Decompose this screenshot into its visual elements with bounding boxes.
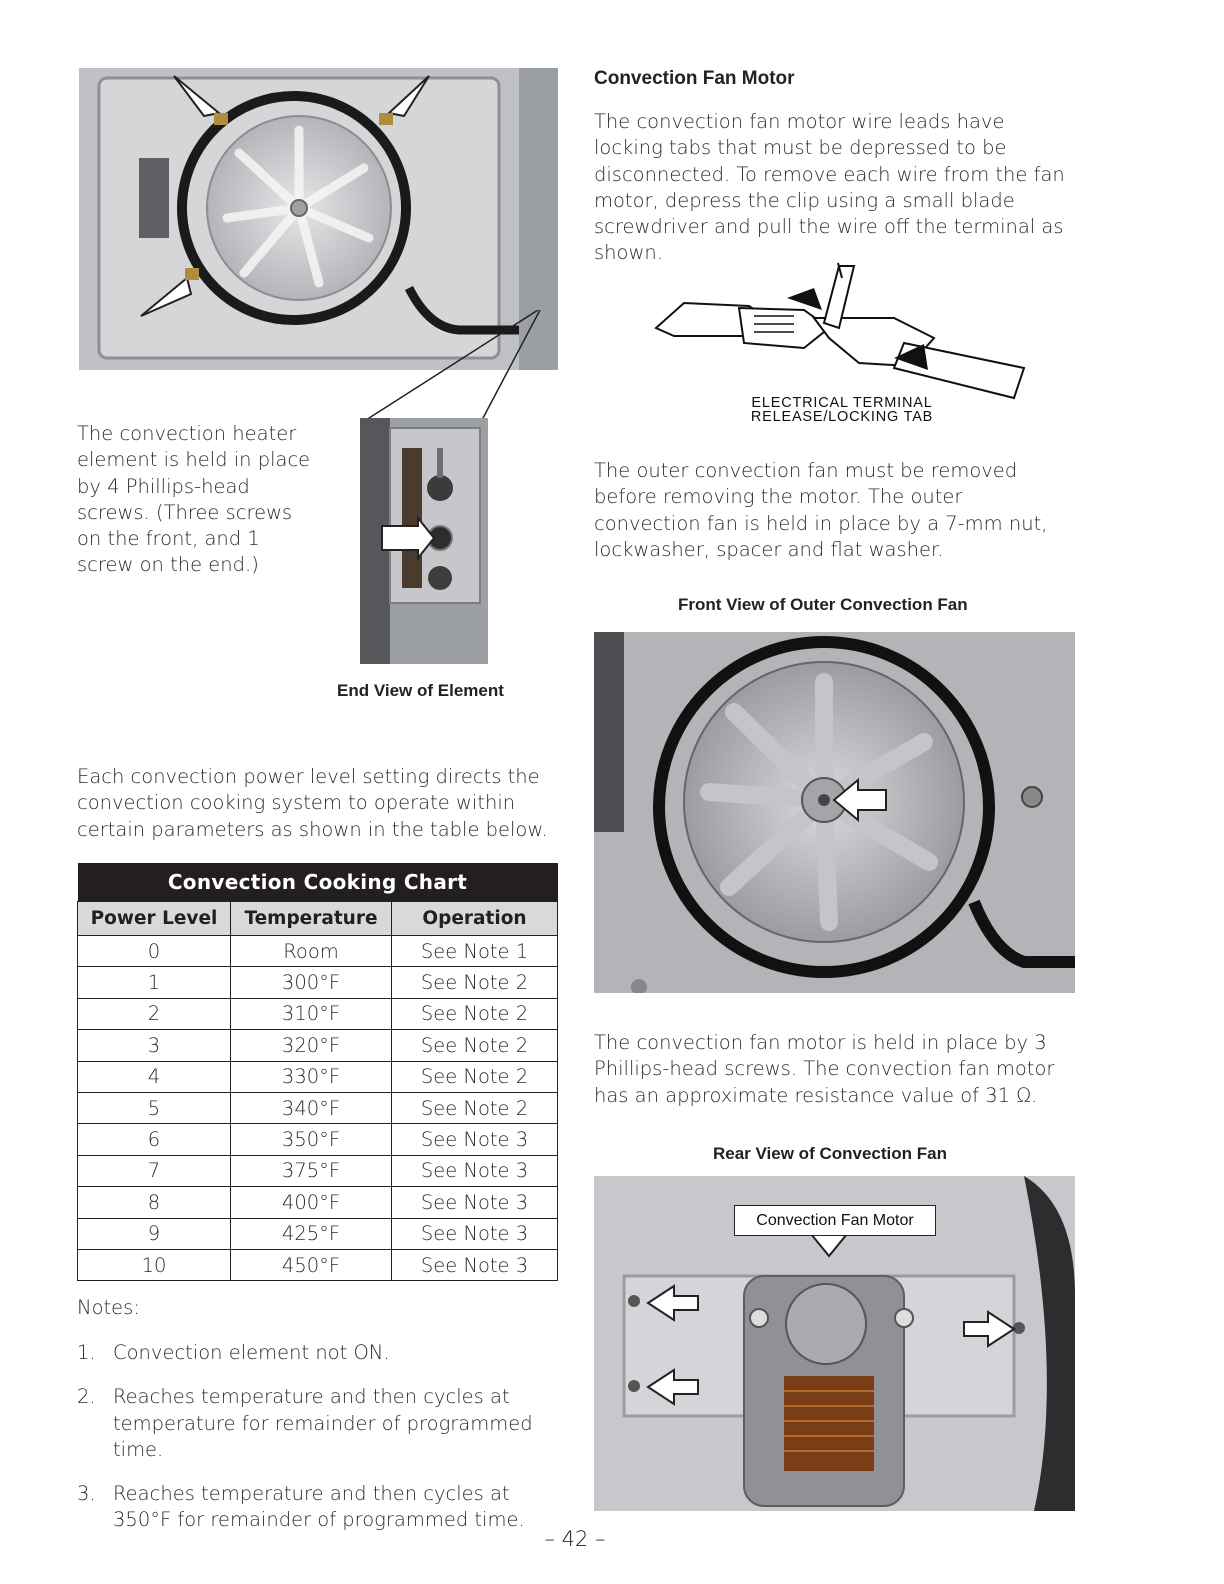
temperature-cell: 400°F — [231, 1187, 392, 1218]
power-level-cell: 0 — [78, 936, 231, 967]
power-level-cell: 3 — [78, 1030, 231, 1061]
note-text: Reaches temperature and then cycles at temperature for remainder of programmed time. — [113, 1385, 533, 1461]
temperature-cell: 310°F — [231, 998, 392, 1029]
operation-cell: See Note 3 — [392, 1155, 558, 1186]
list-item — [77, 1340, 567, 1366]
power-level-cell: 4 — [78, 1061, 231, 1092]
rear-view-caption: Rear View of Convection Fan — [713, 1144, 947, 1163]
table-row — [78, 1124, 558, 1155]
operation-cell: See Note 2 — [392, 1030, 558, 1061]
column-header-operation: Operation — [392, 902, 558, 936]
table-row — [78, 936, 558, 967]
temperature-cell: 350°F — [231, 1124, 392, 1155]
table-row — [78, 1092, 558, 1123]
callout-lines — [360, 310, 560, 425]
note-number: 3. — [77, 1482, 96, 1506]
operation-cell: See Note 2 — [392, 1092, 558, 1123]
convection-cooking-chart — [77, 863, 558, 1281]
terminal-diagram — [654, 258, 1030, 425]
power-level-cell: 5 — [78, 1092, 231, 1123]
temperature-cell: 300°F — [231, 967, 392, 998]
operation-cell: See Note 3 — [392, 1124, 558, 1155]
end-view-illustration — [360, 418, 488, 664]
operation-cell: See Note 2 — [392, 967, 558, 998]
table-row — [78, 998, 558, 1029]
power-level-cell: 2 — [78, 998, 231, 1029]
end-view-caption: End View of Element — [337, 681, 504, 700]
motor-resistance-text: The convection fan motor is held in place by 3 Phillips-head screws. The convection fan motor has an approximate resistance value of 31 Ω. — [594, 1031, 1055, 1107]
table-row — [78, 1249, 558, 1280]
page-number: – 42 – — [544, 1527, 606, 1551]
rear-view-photo — [594, 1176, 1075, 1511]
front-view-caption: Front View of Outer Convection Fan — [678, 595, 968, 614]
power-level-cell: 9 — [78, 1218, 231, 1249]
wire-leads-text: The convection fan motor wire leads have locking tabs that must be depressed to be disconnected. To remove each wire from the fan motor, depress the clip using a small blade screwdriver and pull the wire off the terminal as shown. — [594, 110, 1065, 265]
table-row — [78, 1187, 558, 1218]
terminal-illustration — [654, 258, 1030, 403]
temperature-cell: 340°F — [231, 1092, 392, 1123]
list-item — [77, 1481, 567, 1534]
section-heading: Convection Fan Motor — [594, 68, 795, 89]
temperature-cell: 330°F — [231, 1061, 392, 1092]
outer-fan-text: The outer convection fan must be removed before removing the motor. The outer convection fan is held in place by a 7-mm nut, lockwasher, spacer and flat washer. — [594, 459, 1048, 561]
table-row — [78, 1030, 558, 1061]
power-level-intro: Each convection power level setting directs the convection cooking system to operate within certain parameters as shown in the table below. — [77, 765, 548, 841]
chart-table — [77, 863, 558, 1281]
power-level-cell: 7 — [78, 1155, 231, 1186]
notes-list — [77, 1340, 567, 1552]
operation-cell: See Note 2 — [392, 1061, 558, 1092]
table-row — [78, 1218, 558, 1249]
front-view-photo — [594, 632, 1075, 993]
terminal-label — [654, 396, 1030, 424]
temperature-cell: Room — [231, 936, 392, 967]
motor-callout-box: Convection Fan Motor — [734, 1205, 936, 1236]
note-number: 1. — [77, 1341, 96, 1364]
temperature-cell: 425°F — [231, 1218, 392, 1249]
operation-cell: See Note 3 — [392, 1218, 558, 1249]
power-level-cell: 1 — [78, 967, 231, 998]
temperature-cell: 320°F — [231, 1030, 392, 1061]
temperature-cell: 450°F — [231, 1249, 392, 1280]
terminal-label-line-2: RELEASE/LOCKING TAB — [750, 409, 934, 425]
end-view-photo — [360, 418, 488, 664]
front-view-illustration — [594, 632, 1075, 993]
list-item — [77, 1384, 567, 1463]
terminal-label-line-1: ELECTRICAL TERMINAL — [751, 395, 933, 411]
operation-cell: See Note 3 — [392, 1249, 558, 1280]
table-row — [78, 1061, 558, 1092]
power-level-cell: 10 — [78, 1249, 231, 1280]
note-text: Reaches temperature and then cycles at 350°F for remainder of programmed time. — [113, 1482, 525, 1532]
table-row — [78, 1155, 558, 1186]
operation-cell: See Note 3 — [392, 1187, 558, 1218]
heater-element-text: The convection heater element is held in place by 4 Phillips-head screws. (Three screws on the front, and 1 screw on the end.) — [77, 422, 311, 577]
chart-title: Convection Cooking Chart — [78, 863, 558, 902]
column-header-power-level: Power Level — [78, 902, 231, 936]
column-header-temperature: Temperature — [231, 902, 392, 936]
operation-cell: See Note 2 — [392, 998, 558, 1029]
operation-cell: See Note 1 — [392, 936, 558, 967]
note-text: Convection element not ON. — [113, 1341, 390, 1364]
power-level-cell: 6 — [78, 1124, 231, 1155]
temperature-cell: 375°F — [231, 1155, 392, 1186]
table-row — [78, 967, 558, 998]
power-level-cell: 8 — [78, 1187, 231, 1218]
notes-label: Notes: — [77, 1296, 140, 1319]
note-number: 2. — [77, 1385, 96, 1409]
